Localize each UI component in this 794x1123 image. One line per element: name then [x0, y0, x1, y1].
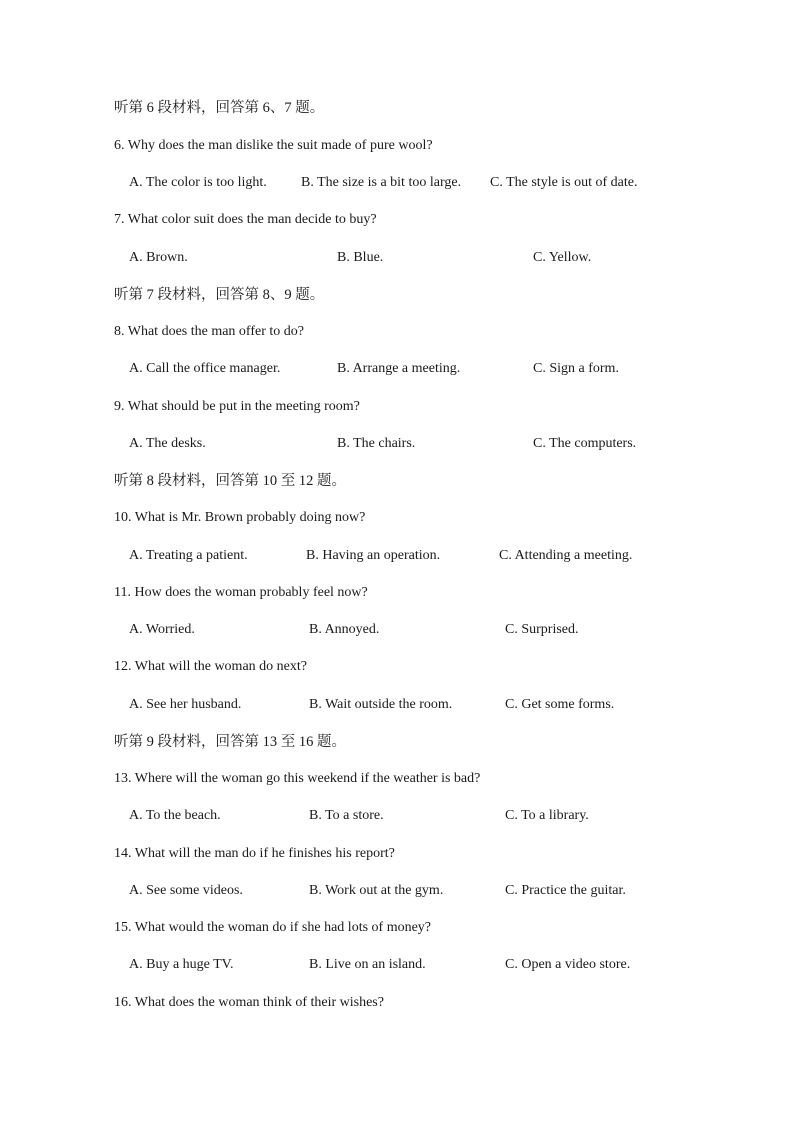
option-c: C. Surprised. [505, 622, 579, 637]
options-8 [0, 360, 794, 378]
options-14 [0, 882, 794, 900]
option-a: A. The color is too light. [129, 175, 267, 190]
option-a: A. Treating a patient. [129, 548, 248, 563]
option-b: B. Having an operation. [306, 548, 441, 563]
option-b: B. Annoyed. [309, 622, 380, 637]
section-heading: 听第 7 段材料，回答第 8、9 题。 [114, 287, 325, 303]
option-c: C. The style is out of date. [490, 175, 638, 190]
option-a: A. See her husband. [129, 697, 242, 712]
question-6: 6. Why does the man dislike the suit made of pure wool? [114, 138, 433, 153]
option-b: B. The size is a bit too large. [301, 175, 462, 190]
option-b: B. Work out at the gym. [309, 883, 444, 898]
question-10: 10. What is Mr. Brown probably doing now? [114, 510, 366, 525]
option-a: A. The desks. [129, 436, 206, 451]
option-c: C. Sign a form. [533, 361, 619, 376]
question-15: 15. What would the woman do if she had lots of money? [114, 920, 432, 935]
options-10 [0, 547, 794, 565]
option-b: B. The chairs. [337, 436, 416, 451]
question-8: 8. What does the man offer to do? [114, 324, 304, 339]
option-a: A. Call the office manager. [129, 361, 281, 376]
option-b: B. Wait outside the room. [309, 697, 453, 712]
option-a: A. Brown. [129, 250, 188, 265]
options-7 [0, 249, 794, 267]
options-6 [0, 174, 794, 192]
option-a: A. Worried. [129, 622, 195, 637]
option-c: C. Yellow. [533, 250, 592, 265]
question-13: 13. Where will the woman go this weekend if the weather is bad? [114, 771, 481, 786]
option-c: C. Open a video store. [505, 957, 631, 972]
question-7: 7. What color suit does the man decide to buy? [114, 212, 377, 227]
option-b: B. To a store. [309, 808, 384, 823]
option-c: C. Practice the guitar. [505, 883, 626, 898]
question-14: 14. What will the man do if he finishes his report? [114, 846, 395, 861]
question-9: 9. What should be put in the meeting room? [114, 399, 360, 414]
option-b: B. Live on an island. [309, 957, 426, 972]
option-c: C. To a library. [505, 808, 589, 823]
options-11 [0, 621, 794, 639]
section-heading: 听第 9 段材料，回答第 13 至 16 题。 [114, 734, 346, 750]
question-16: 16. What does the woman think of their wishes? [114, 995, 384, 1010]
options-12 [0, 696, 794, 714]
option-c: C. Attending a meeting. [499, 548, 633, 563]
option-b: B. Blue. [337, 250, 384, 265]
section-heading: 听第 6 段材料，回答第 6、7 题。 [114, 100, 325, 116]
option-b: B. Arrange a meeting. [337, 361, 461, 376]
section-heading: 听第 8 段材料，回答第 10 至 12 题。 [114, 473, 346, 489]
options-13 [0, 807, 794, 825]
question-11: 11. How does the woman probably feel now? [114, 585, 368, 600]
option-c: C. The computers. [533, 436, 637, 451]
question-12: 12. What will the woman do next? [114, 659, 307, 674]
option-a: A. See some videos. [129, 883, 243, 898]
option-a: A. To the beach. [129, 808, 221, 823]
options-9 [0, 435, 794, 453]
options-15 [0, 956, 794, 974]
option-c: C. Get some forms. [505, 697, 615, 712]
option-a: A. Buy a huge TV. [129, 957, 234, 972]
